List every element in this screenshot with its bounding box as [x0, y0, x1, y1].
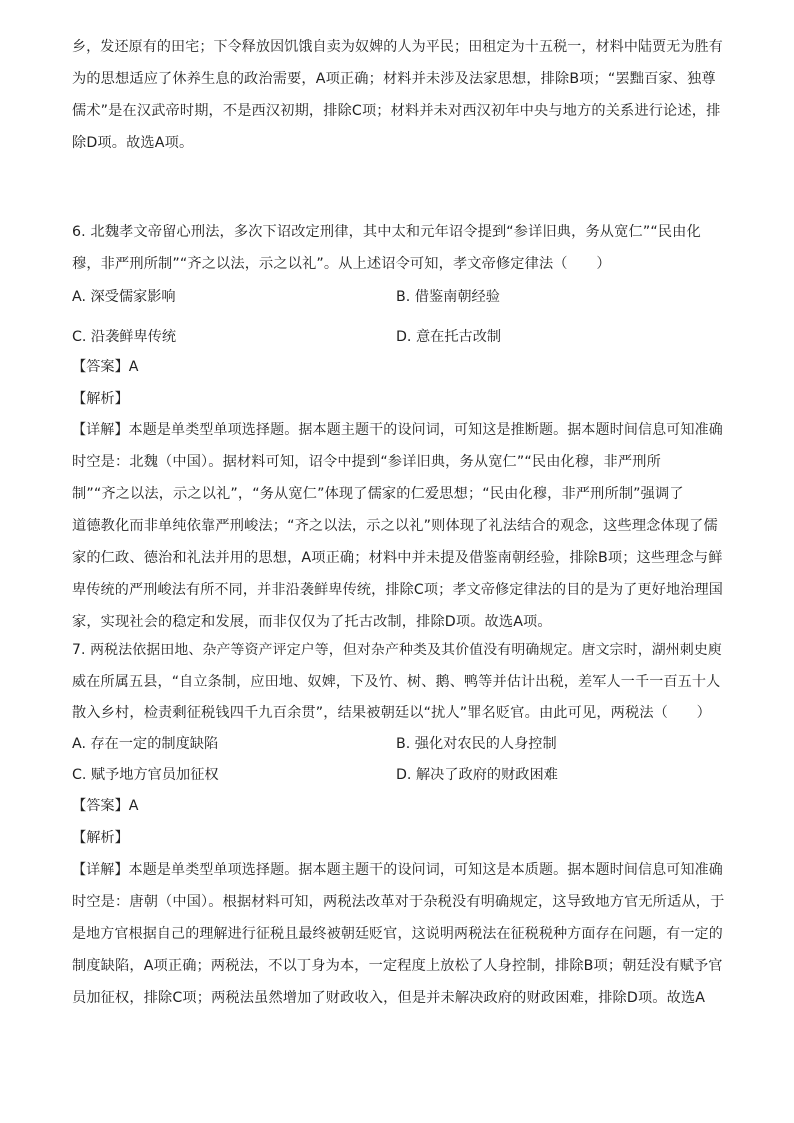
- q6-explanation-line: 制”“齐之以法，示之以礼”，“务从宽仁”体现了儒家的仁爱思想；“民由化穆，非严刑所制”强调了: [72, 486, 684, 502]
- prev-explanation-line: 儒术”是在汉武帝时期，不是西汉初期，排除C项；材料并未对西汉初年中央与地方的关系进行论述，排: [72, 103, 721, 119]
- q7-explanation-line: 制度缺陷，A项正确；两税法，不以丁身为本，一定程度上放松了人身控制，排除B项；朝廷没有赋予官: [72, 958, 723, 974]
- q6-stem-line: 6. 北魏孝文帝留心刑法，多次下诏改定刑律，其中太和元年诏令提到“参详旧典，务从宽仁”“民由化: [72, 224, 701, 240]
- q6-explanation-line: 家的仁政、德治和礼法并用的思想，A项正确；材料中并未提及借鉴南朝经验，排除B项；这些理念与鲜: [72, 550, 723, 566]
- q7-stem-line: 威在所属五县，“自立条制，应田地、奴婢，下及竹、树、鹅、鸭等并估计出税，差军人一千一百五十人: [72, 674, 721, 690]
- q7-option-b: B. 强化对农民的人身控制: [396, 736, 557, 752]
- q7-answer: 【答案】A: [72, 798, 139, 814]
- q6-option-a: A. 深受儒家影响: [72, 289, 176, 305]
- q7-option-d: D. 解决了政府的财政困难: [396, 767, 558, 783]
- q7-stem-line: 散入乡村，检责剩征税钱四千九百余贯”，结果被朝廷以“扰人”罪名贬官。由此可见，两税法（ ）: [72, 705, 712, 721]
- q6-option-d: D. 意在托古改制: [396, 329, 502, 345]
- q6-explanation-line: 家，实现社会的稳定和发展，而非仅仅为了托古改制，排除D项。故选A项。: [72, 614, 552, 630]
- prev-explanation-line: 乡，发还原有的田宅；下令释放因饥饿自卖为奴婢的人为平民；田租定为十五税一，材料中陆贾无为胜有: [72, 39, 723, 55]
- q7-explanation-line: 员加征权，排除C项；两税法虽然增加了财政收入，但是并未解决政府的财政困难，排除D项。故选A: [72, 990, 706, 1006]
- q7-stem-line: 7. 两税法依据田地、杂产等资产评定户等，但对杂产种类及其价值没有明确规定。唐文宗时，湖州刺史庾: [72, 642, 722, 658]
- q6-explanation-line: 【详解】本题是单类型单项选择题。据本题主题干的设问词，可知这是推断题。据本题时间信息可知准确: [72, 422, 723, 438]
- prev-explanation-line: 除D项。故选A项。: [72, 135, 194, 151]
- q7-option-c: C. 赋予地方官员加征权: [72, 767, 219, 783]
- q6-explanation-line: 时空是：北魏（中国）。据材料可知，诏令中提到“参详旧典，务从宽仁”“民由化穆，非严刑所: [72, 454, 661, 470]
- q7-explanation-line: 时空是：唐朝（中国）。根据材料可知，两税法改革对于杂税没有明确规定，这导致地方官无所适从，于: [72, 894, 725, 910]
- q7-option-a: A. 存在一定的制度缺陷: [72, 736, 219, 752]
- q6-answer: 【答案】A: [72, 359, 139, 375]
- prev-explanation-line: 为的思想适应了休养生息的政治需要，A项正确；材料并未涉及法家思想，排除B项；“罢黜百家、独尊: [72, 71, 716, 87]
- q7-analysis-label: 【解析】: [72, 830, 129, 846]
- q7-explanation-line: 【详解】本题是单类型单项选择题。据本题主题干的设问词，可知这是本质题。据本题时间信息可知准确: [72, 862, 723, 878]
- q7-explanation-line: 是地方官根据自己的理解进行征税且最终被朝廷贬官，这说明两税法在征税税种方面存在问题，有一定的: [72, 926, 723, 942]
- q6-stem-line: 穆，非严刑所制”“齐之以法，示之以礼”。从上述诏令可知，孝文帝修定律法（ ）: [72, 256, 611, 272]
- q6-option-b: B. 借鉴南朝经验: [396, 289, 500, 305]
- q6-explanation-line: 道德教化而非单纯依靠严刑峻法；“齐之以法，示之以礼”则体现了礼法结合的观念，这些理念体现了儒: [72, 518, 718, 534]
- q6-analysis-label: 【解析】: [72, 391, 129, 407]
- q6-option-c: C. 沿袭鲜卑传统: [72, 329, 177, 345]
- q6-explanation-line: 卑传统的严刑峻法有所不同，并非沿袭鲜卑传统，排除C项；孝文帝修定律法的目的是为了更好地治理国: [72, 582, 723, 598]
